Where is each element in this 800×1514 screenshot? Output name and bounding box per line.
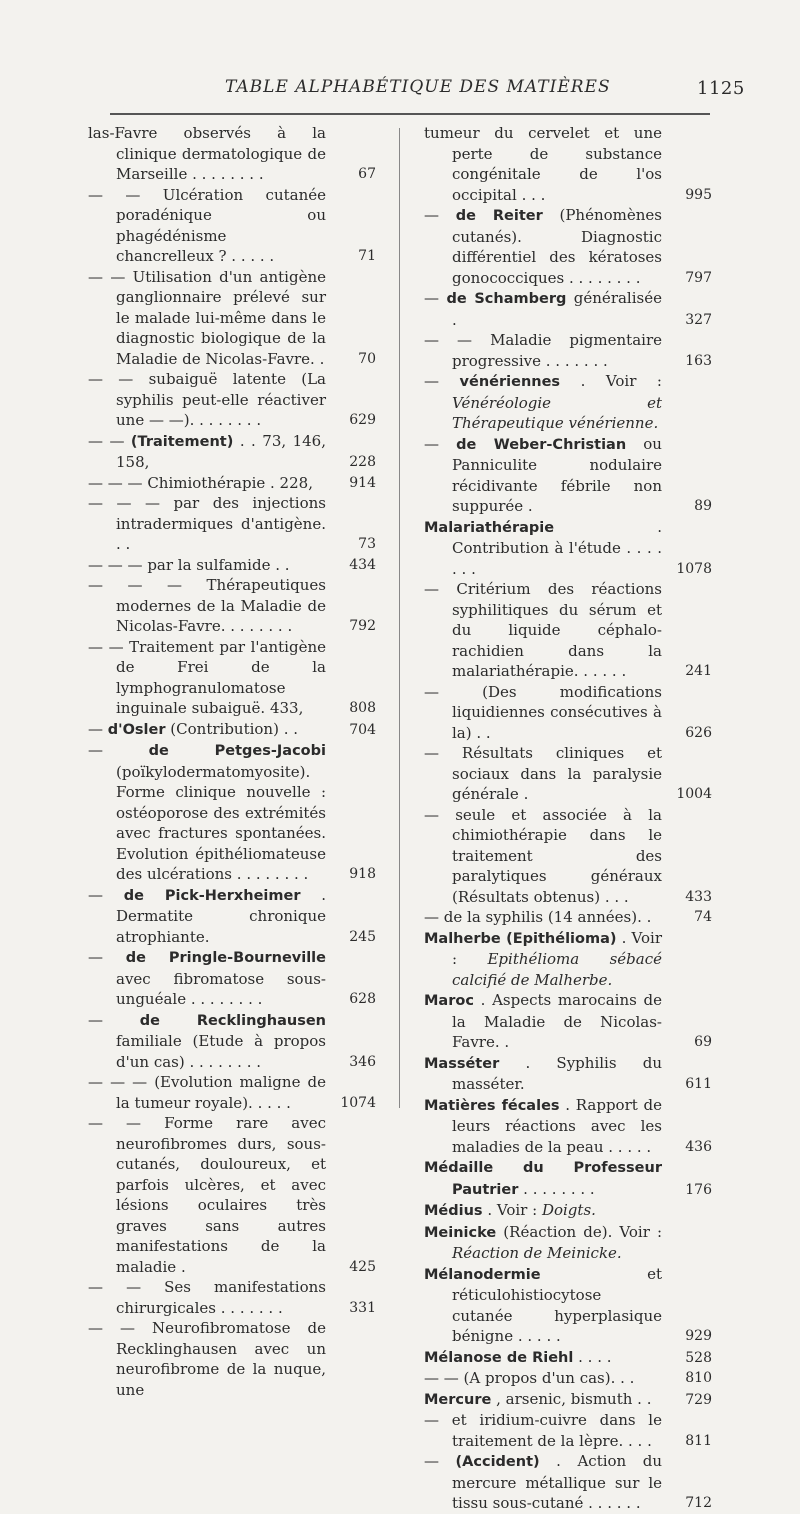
index-entry [424,1368,712,1389]
entry-dash: — — [88,185,163,204]
index-entry [424,330,712,371]
column-divider [399,128,400,1108]
page-ref: 434 [349,556,376,573]
entry-text: seule et associée à la chimiothérapie dans le traitement des paralytiques généraux (Résultats obtenus) . . . [452,805,662,906]
entry-heading: (Accident) [455,1454,540,1470]
page-ref: 425 [349,1258,376,1275]
index-entry [424,805,712,908]
entry-heading: de Weber-Christian [456,436,627,453]
page-ref: 626 [685,724,712,741]
index-entry [424,1347,712,1369]
index-entry [424,123,712,205]
entry-dash: — — — [88,576,207,594]
index-entry [424,1095,712,1158]
index-entry [424,371,712,434]
entry-text: , arsenic, bismuth . . [496,1389,652,1408]
entry-text: (A propos d'un cas). . . [463,1369,635,1387]
entry-text: Neurofibromatose de Recklinghausen avec un neurofibrome de la nuque, une [116,1319,326,1399]
entry-dash: — — [88,431,131,450]
entry-text: Ulcération cutanée poradénique ou phagédénisme chancrelleux ? . . . . . [116,185,326,265]
entry-dash: — [88,741,149,759]
index-entry [88,947,376,1010]
page-ref: 346 [349,1053,376,1070]
entry-dash: — [88,719,108,738]
entry-heading: Médaille du Professeur Pautrier [424,1160,662,1198]
index-entry [88,637,376,719]
page-ref: 995 [685,186,712,203]
index-entry [424,1451,712,1514]
index-entry [88,1072,376,1113]
entry-text: Maladie pigmentaire progressive . . . . . . . [452,331,662,370]
page-ref: 808 [349,700,376,716]
page-ref: 914 [349,474,376,491]
entry-dash: — — [88,370,149,388]
page-ref: 67 [358,166,376,182]
entry-text: . Action du mercure métallique sur le tissu sous-cutané . . . . . . [452,1452,662,1512]
entry-text: . Voir : [452,928,662,968]
index-entry [424,907,712,928]
index-entry [88,1113,376,1277]
entry-heading: (Traitement) [130,433,234,450]
entry-text: (Contribution) . . [170,719,299,738]
index-entry [424,1053,712,1095]
index-entry [88,1318,376,1400]
entry-dash: — [424,289,447,307]
page-ref: 74 [694,909,712,925]
entry-text: . . . . . . . . [523,1179,595,1198]
page-number: 1125 [697,78,745,99]
entry-heading: de Recklinghausen [139,1012,326,1029]
index-entry [424,743,712,805]
index-entry [88,431,376,473]
index-entry [88,473,376,494]
entry-text: . Contribution à l'étude . . . . . . . [452,517,662,578]
entry-dash: — [88,948,126,966]
entry-dash: — [424,1411,452,1429]
index-entry [424,1410,712,1451]
entry-text: et réticulohistiocytose cutanée hyperplasique bénigne . . . . . [452,1264,662,1345]
page-ref: 73 [358,536,376,552]
entry-dash: — [424,908,444,926]
index-entry [88,740,376,885]
index-entry [88,493,376,555]
entry-text: . Rapport de leurs réactions avec les maladies de la peau . . . . . [452,1095,662,1156]
index-entry [88,555,376,576]
entry-text: Traitement par l'antigène de Frei de la lymphogranulomatose inguinale subaiguë. 433, [116,637,326,717]
entry-reference: Epithélioma sébacé calcifié de Malherbe. [452,950,662,989]
page-ref: 69 [694,1034,712,1050]
entry-dash: — — — [88,494,174,512]
index-entry [88,575,376,637]
entry-text: . Voir : [487,1201,538,1219]
entry-heading: Meinicke [424,1224,497,1241]
entry-text: Résultats cliniques et sociaux dans la paralysie générale . [452,744,662,803]
page-ref: 327 [685,311,712,328]
entry-dash: — [424,744,462,762]
entry-text: . Voir : [580,372,662,390]
entry-dash: — — — [88,1073,155,1091]
entry-text: Critérium des réactions syphilitiques du sérum et du liquide céphalo-rachidien dans la malariathérapie. . . . . . [452,580,662,680]
page-ref: 163 [685,352,712,369]
header-rule [110,113,710,115]
entry-text: . . 73, 146, 158, [116,431,326,471]
entry-text: avec fibromatose sous-unguéale . . . . . . . . [116,969,326,1008]
entry-dash: — [424,580,457,598]
index-entry [424,682,712,744]
page-ref: 176 [685,1181,712,1198]
page-ref: 918 [349,866,376,882]
index-entry [424,1264,712,1347]
entry-heading: Malherbe (Epithélioma) [424,930,617,947]
entry-reference: Doigts. [541,1201,596,1219]
entry-dash: — [424,1452,456,1470]
page-ref: 628 [349,991,376,1007]
entry-text: . Dermatite chronique atrophiante. [116,885,326,946]
entry-text: familiale (Etude à propos d'un cas) . . . . . . . . [116,1032,326,1071]
entry-dash: — — — [88,555,148,574]
index-entry [88,369,376,431]
page-ref: 1078 [676,560,712,577]
entry-heading: de Reiter [455,208,543,224]
index-entry [424,1222,712,1264]
entry-dash: — — [88,637,130,656]
entry-text: subaiguë latente (La syphilis peut-elle réactiver une — —). . . . . . . . [116,370,326,429]
entry-reference: Réaction de Meinicke. [452,1244,622,1262]
index-entry [424,579,712,682]
entry-text: (Des modifications liquidiennes consécutives à la) . . [452,682,662,742]
entry-heading: Mercure [424,1391,492,1408]
index-entry [424,1157,712,1200]
entry-heading: de Schamberg [446,291,567,307]
page-ref: 729 [685,1391,712,1408]
entry-reference: Vénéréologie et Thérapeutique vénérienne. [452,393,662,432]
index-entry [88,885,376,948]
entry-heading: d'Osler [107,721,166,738]
entry-dash: — — — [88,473,148,492]
page-ref: 712 [685,1495,712,1511]
page-ref: 245 [349,928,376,945]
index-entry [424,288,712,330]
entry-heading: Matières fécales [424,1097,560,1114]
page-ref: 929 [685,1328,712,1344]
index-entry [88,1010,376,1073]
index-entry [424,990,712,1053]
page-ref: 611 [685,1076,712,1092]
entry-text: tumeur du cervelet et une perte de substance congénitale de l'os occipital . . . [424,124,662,204]
page-ref: 810 [685,1370,712,1386]
entry-dash: — — [88,1114,165,1132]
page-ref: 436 [685,1138,712,1155]
page-ref: 1004 [676,786,712,802]
page-ref: 629 [349,412,376,428]
page-ref: 433 [685,888,712,905]
entry-heading: Mélanodermie [424,1266,541,1283]
entry-text: et iridium-cuivre dans le traitement de la lèpre. . . . [451,1411,662,1450]
page-ref: 70 [358,350,376,367]
entry-dash: — — [424,1369,464,1387]
entry-dash: — [424,682,483,701]
entry-heading: vénériennes [459,374,561,390]
entry-text: (poïkylodermatomyosite). Forme clinique nouvelle : ostéoporose des extrémités avec fractures spontanées. Evolution épithéliomateuse des ulcérations . . . . . . . . [116,762,326,883]
entry-text: (Réaction de). Voir : [503,1222,662,1241]
left-column [88,123,376,1400]
entry-heading: Mélanose de Riehl [424,1349,574,1366]
index-entry [424,205,712,288]
entry-dash: — [88,885,124,904]
entry-text: Utilisation d'un antigène ganglionnaire prélevé sur le malade lui-même dans le diagnostic biologique de la Maladie de Nicolas-Favre. . [116,267,326,368]
index-entry [88,1277,376,1318]
entry-text: (Evolution maligne de la tumeur royale). . . . . [116,1073,326,1112]
index-entry [88,719,376,741]
entry-text: de la syphilis (14 années). . [443,908,652,926]
entry-heading: Médius [424,1203,483,1219]
entry-text: par la sulfamide . . [147,555,290,574]
entry-dash: — — [424,331,491,349]
running-title: TABLE ALPHABÉTIQUE DES MATIÈRES [225,77,611,97]
index-entry [424,434,712,517]
entry-heading: Maroc [424,993,474,1009]
entry-dash: — — [88,1319,153,1337]
index-entry [424,517,712,580]
entry-text: . Aspects marocains de la Maladie de Nicolas-Favre. . [452,991,662,1051]
entry-heading: Masséter [424,1055,500,1072]
entry-text: Ses manifestations chirurgicales . . . . . . . [116,1278,326,1317]
entry-heading: Malariathérapie [424,519,555,536]
index-entry [424,1389,712,1411]
entry-text: par des injections intradermiques d'antigène. . . [116,494,326,553]
entry-text: . . . . [578,1347,612,1366]
page-ref: 811 [685,1432,712,1449]
page-header [0,0,800,120]
entry-heading: de Pringle-Bourneville [125,950,326,966]
entry-dash: — [424,206,456,224]
entry-text: généralisée . [452,289,662,329]
entry-dash: — [424,372,460,390]
page-ref: 71 [358,248,376,264]
page-ref: 89 [694,498,712,514]
page-ref: 241 [685,663,712,679]
right-column [424,123,712,1514]
entry-text: . Syphilis du masséter. [452,1053,662,1093]
index-entry [424,928,712,991]
entry-dash: — [424,805,456,824]
entry-text: Chimiothérapie . 228, [147,473,313,492]
entry-heading: de Petges-Jacobi [148,743,326,759]
index-entry [424,1200,712,1222]
entry-dash: — [88,1010,140,1029]
page-ref: 1074 [340,1094,376,1111]
entry-text: las-Favre observés à la clinique dermatologique de Marseille . . . . . . . . [88,124,326,183]
entry-dash: — — [88,267,133,286]
entry-heading: de Pick-Herxheimer [123,887,301,904]
index-entry [88,185,376,267]
entry-dash: — [424,434,457,453]
page-ref: 528 [685,1349,712,1366]
page-ref: 792 [349,618,376,634]
index-entry [88,267,376,370]
page-ref: 228 [349,454,376,470]
entry-text: ou Panniculite nodulaire récidivante fébrile non suppurée . [452,434,662,515]
page-ref: 797 [685,269,712,286]
index-entry [88,123,376,185]
entry-text: Thérapeutiques modernes de la Maladie de Nicolas-Favre. . . . . . . . [116,576,326,635]
entry-text: (Phénomènes cutanés). Diagnostic différentiel des kératoses gonococciques . . . . . . . . [452,206,662,287]
page-ref: 704 [349,721,376,738]
page-ref: 331 [349,1299,376,1316]
entry-text: Forme rare avec neurofibromes durs, sous-cutanés, douloureux, et parfois ulcères, et avec lésions oculaires très graves sans autres manifestations de la maladie . [116,1114,326,1276]
entry-dash: — — [88,1278,165,1296]
